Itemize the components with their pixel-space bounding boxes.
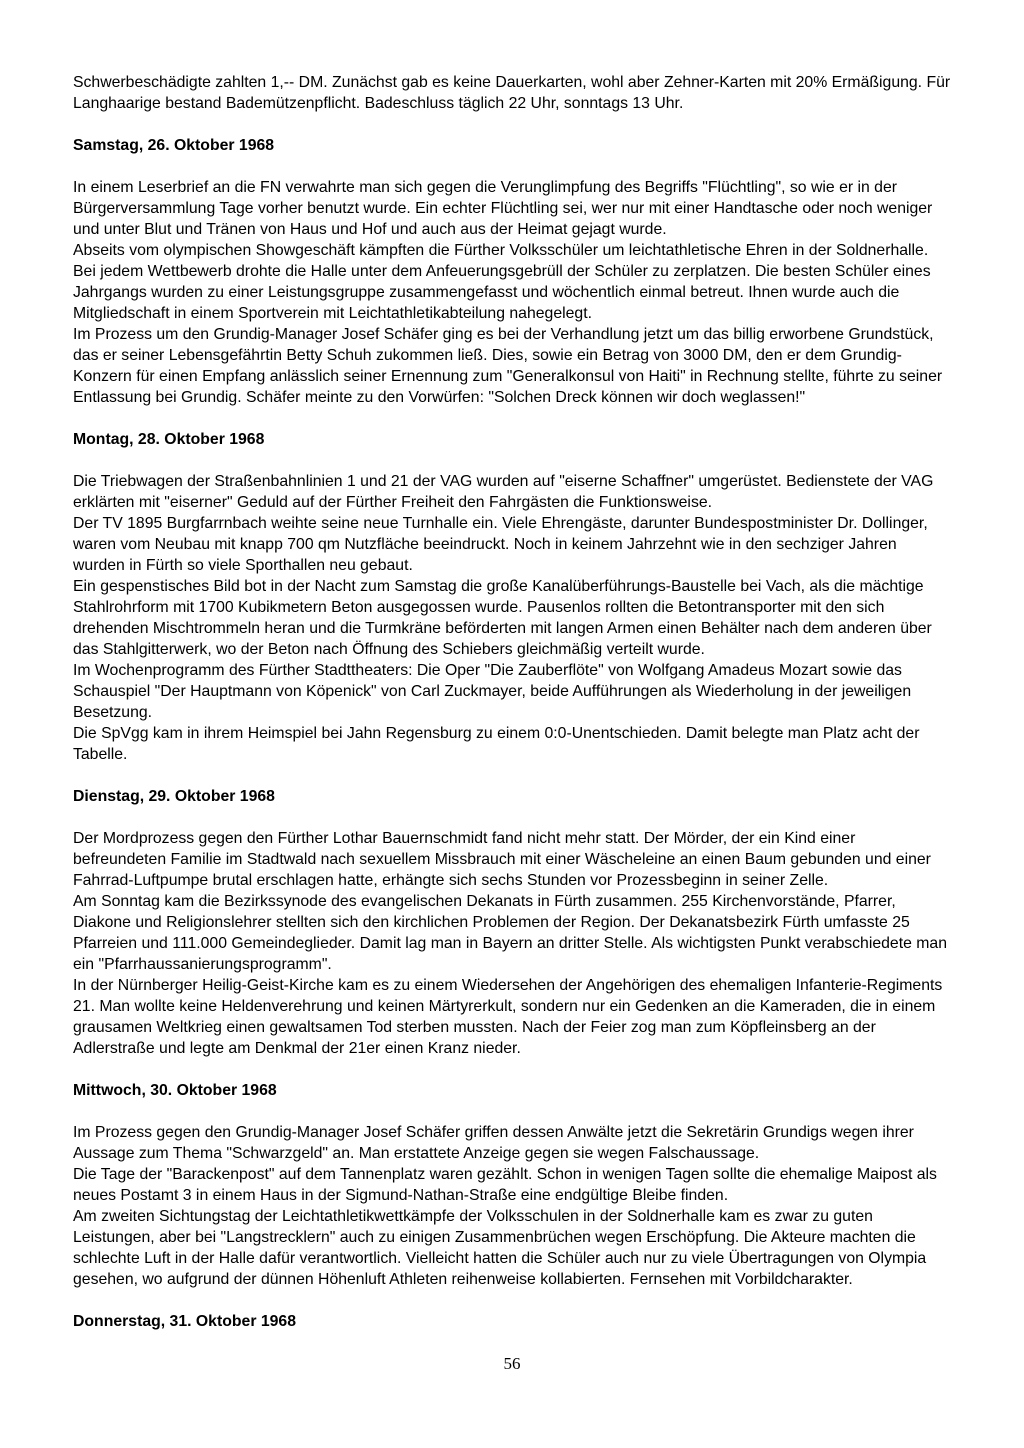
body-paragraph: Die SpVgg kam in ihrem Heimspiel bei Jahn Regensburg zu einem 0:0-Unentschieden. Damit belegte man Platz acht der Tabelle. (73, 725, 920, 763)
date-heading-wednesday: Mittwoch, 30. Oktober 1968 (73, 1082, 277, 1099)
body-paragraph: In der Nürnberger Heilig-Geist-Kirche kam es zu einem Wiedersehen der Angehörigen des ehemaligen Infanterie-Regiments 21. Man wollte keine Heldenverehrung und keinen Märtyrerkult, sondern nur ein Gedenken an die Kameraden, die in einem grausamen Weltkrieg einen gewaltsamen Tod sterben mussten. Nach der Feier zog man zum Köpfleinsberg an der Adlerstraße und legte am Denkmal der 21er einen Kranz nieder. (73, 977, 943, 1057)
date-heading-saturday: Samstag, 26. Oktober 1968 (73, 137, 275, 154)
body-paragraph: Am zweiten Sichtungstag der Leichtathletikwettkämpfe der Volksschulen in der Soldnerhalle kam es zwar zu guten Leistungen, aber bei "Langstrecklern" auch zu einigen Zusammenbrüchen wegen Erschöpfung. Die Akteure machten die schlechte Luft in der Halle dafür verantwortlich. Vielleicht hatten die Schüler auch nur zu viele Übertragungen von Olympia gesehen, wo aufgrund der dünnen Höhenluft Athleten reihenweise kollabierten. Fernsehen mit Vorbildcharakter. (73, 1208, 927, 1288)
body-paragraph: Abseits vom olympischen Showgeschäft kämpften die Fürther Volksschüler um leichtathletische Ehren in der Soldnerhalle. Bei jedem Wettbewerb drohte die Halle unter dem Anfeuerungsgebrüll der Schüler zu zerplatzen. Die besten Schüler eines Jahrgangs wurden zu einer Leistungsgruppe zusammengefasst und wöchentlich einmal betreut. Ihnen wurde auch die Mitgliedschaft in einem Sportverein mit Leichtathletikabteilung nahegelegt. (73, 242, 931, 322)
body-paragraph: Der Mordprozess gegen den Fürther Lothar Bauernschmidt fand nicht mehr statt. Der Mörder, der ein Kind einer befreundeten Familie im Stadtwald nach sexuellem Missbrauch mit einer Wäscheleine an einen Baum gebunden und einer Fahrrad-Luftpumpe brutal erschlagen hatte, erhängte sich sechs Stunden vor Prozessbeginn in seiner Zelle. (73, 830, 931, 889)
page-number: 56 (503, 1354, 521, 1373)
body-paragraph: Im Prozess gegen den Grundig-Manager Josef Schäfer griffen dessen Anwälte jetzt die Sekretärin Grundigs wegen ihrer Aussage zum Thema "Schwarzgeld" an. Man erstattete Anzeige gegen sie wegen Falschaussage. (73, 1124, 914, 1162)
body-paragraph: Im Wochenprogramm des Fürther Stadttheaters: Die Oper "Die Zauberflöte" von Wolfgang Amadeus Mozart sowie das Schauspiel "Der Hauptmann von Köpenick" von Carl Zuckmayer, beide Aufführungen als Wiederholung in der jeweiligen Besetzung. (73, 662, 912, 721)
body-paragraph: Im Prozess um den Grundig-Manager Josef Schäfer ging es bei der Verhandlung jetzt um das billig erworbene Grundstück, das er seiner Lebensgefährtin Betty Schuh zukommen ließ. Dies, sowie ein Betrag von 3000 DM, den er dem Grundig-Konzern für einen Empfang anlässlich seiner Ernennung zum "Generalkonsul von Haiti" in Rechnung stellte, führte zu seiner Entlassung bei Grundig. Schäfer meinte zu den Vorwürfen: "Solchen Dreck können wir doch weglassen!" (73, 326, 943, 406)
date-heading-tuesday: Dienstag, 29. Oktober 1968 (73, 788, 275, 805)
body-paragraph: Am Sonntag kam die Bezirkssynode des evangelischen Dekanats in Fürth zusammen. 255 Kirchenvorstände, Pfarrer, Diakone und Religionslehrer stellten sich den kirchlichen Problemen der Region. Der Dekanatsbezirk Fürth umfasste 25 Pfarreien und 111.000 Gemeindeglieder. Damit lag man in Bayern an dritter Stelle. Als wichtigsten Punkt verabschiedete man ein "Pfarrhaussanierungsprogramm". (73, 893, 947, 973)
body-paragraph: Schwerbeschädigte zahlten 1,-- DM. Zunächst gab es keine Dauerkarten, wohl aber Zehner-Karten mit 20% Ermäßigung. Für Langhaarige bestand Bademützenpflicht. Badeschluss täglich 22 Uhr, sonntags 13 Uhr. (73, 74, 951, 112)
date-heading-monday: Montag, 28. Oktober 1968 (73, 431, 265, 448)
date-heading-thursday: Donnerstag, 31. Oktober 1968 (73, 1313, 296, 1330)
body-paragraph: Der TV 1895 Burgfarrnbach weihte seine neue Turnhalle ein. Viele Ehrengäste, darunter Bundespostminister Dr. Dollinger, waren vom Neubau mit knapp 700 qm Nutzfläche beeindruckt. Noch in keinem Jahrzehnt wie in den sechziger Jahren wurden in Fürth so viele Sporthallen neu gebaut. (73, 515, 928, 574)
body-paragraph: Die Triebwagen der Straßenbahnlinien 1 und 21 der VAG wurden auf "eiserne Schaffner" umgerüstet. Bedienstete der VAG erklärten mit "eiserner" Geduld auf der Fürther Freiheit den Fahrgästen die Funktionsweise. (73, 473, 934, 511)
body-paragraph: Ein gespenstisches Bild bot in der Nacht zum Samstag die große Kanalüberführungs-Baustelle bei Vach, als die mächtige Stahlrohrform mit 1700 Kubikmetern Beton ausgegossen wurde. Pausenlos rollten die Betontransporter mit den sich drehenden Mischtrommeln heran und die Turmkräne beförderten mit langen Armen einen Behälter nach dem anderen über das Stahlgitterwerk, wo der Beton nach Öffnung des Schiebers gleichmäßig verteilt wurde. (73, 578, 932, 658)
body-paragraph: In einem Leserbrief an die FN verwahrte man sich gegen die Verunglimpfung des Begriffs "Flüchtling", so wie er in der Bürgerversammlung Tage vorher benutzt wurde. Ein echter Flüchtling sei, wer nur mit einer Handtasche oder noch weniger und unter Blut und Tränen von Haus und Hof und auch aus der Heimat gejagt wurde. (73, 179, 933, 238)
document-page (73, 72, 951, 1374)
body-paragraph: Die Tage der "Barackenpost" auf dem Tannenplatz waren gezählt. Schon in wenigen Tagen sollte die ehemalige Maipost als neues Postamt 3 in einem Haus in der Sigmund-Nathan-Straße eine endgültige Bleibe finden. (73, 1166, 937, 1204)
